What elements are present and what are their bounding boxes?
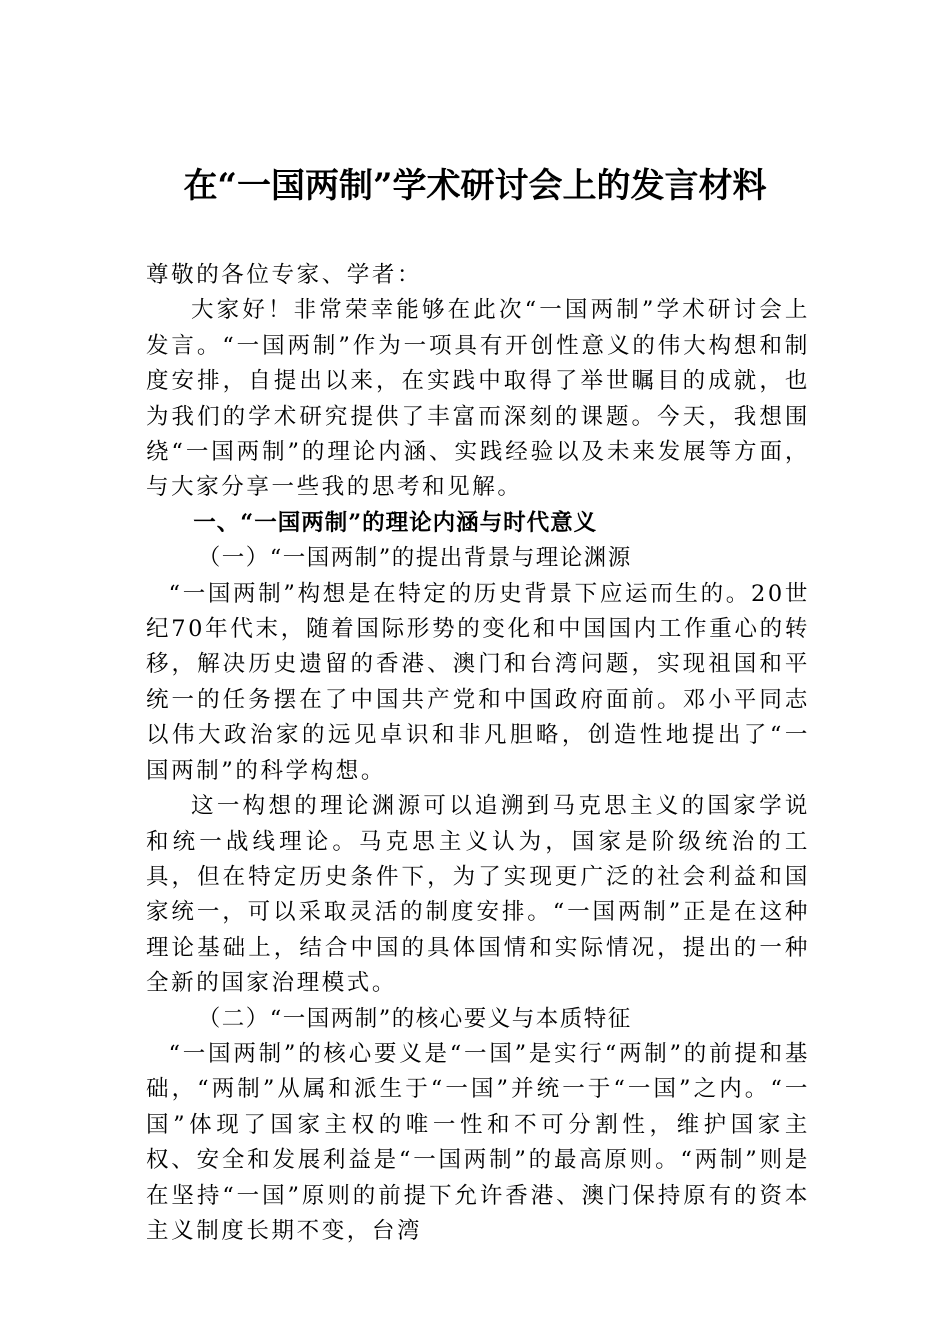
paragraph-1: “一国两制”构想是在特定的历史背景下应运而生的。20世纪70年代末，随着国际形势的变化和中国国内工作重心的转移，解决历史遗留的香港、澳门和台湾问题，实现祖国和平统一的任务摆在了中国共产党和中国政府面前。邓小平同志以伟大政治家的远见卓识和非凡胆略，创造性地提出了“一国两制”的科学构想。 bbox=[146, 580, 810, 784]
paragraph-3: “一国两制”的核心要义是“一国”是实行“两制”的前提和基础，“两制”从属和派生于“一国”并统一于“一国”之内。“一国”体现了国家主权的唯一性和不可分割性，维护国家主权、安全和发展利益是“一国两制”的最高原则。“两制”则是在坚持“一国”原则的前提下允许香港、澳门保持原有的资本主义制度长期不变，台湾 bbox=[146, 1040, 810, 1244]
paragraph-intro: 大家好！非常荣幸能够在此次“一国两制”学术研讨会上发言。“一国两制”作为一项具有开创性意义的伟大构想和制度安排，自提出以来，在实践中取得了举世瞩目的成就，也为我们的学术研究提供了丰富而深刻的课题。今天，我想围绕“一国两制”的理论内涵、实践经验以及未来发展等方面，与大家分享一些我的思考和见解。 bbox=[146, 297, 810, 501]
salutation: 尊敬的各位专家、学者： bbox=[146, 262, 423, 288]
paragraph-2: 这一构想的理论渊源可以追溯到马克思主义的国家学说和统一战线理论。马克思主义认为，国家是阶级统治的工具，但在特定历史条件下，为了实现更广泛的社会利益和国家统一，可以采取灵活的制度安排。“一国两制”正是在这种理论基础上，结合中国的具体国情和实际情况，提出的一种全新的国家治理模式。 bbox=[146, 793, 810, 997]
section-heading-1: 一、“一国两制”的理论内涵与时代意义 bbox=[193, 509, 598, 536]
subsection-heading-1: （一）“一国两制”的提出背景与理论渊源 bbox=[197, 545, 632, 572]
document-title: 在“一国两制”学术研讨会上的发言材料 bbox=[183, 166, 767, 206]
document-body bbox=[146, 258, 810, 1249]
subsection-heading-2: （二）“一国两制”的核心要义与本质特征 bbox=[197, 1005, 632, 1032]
